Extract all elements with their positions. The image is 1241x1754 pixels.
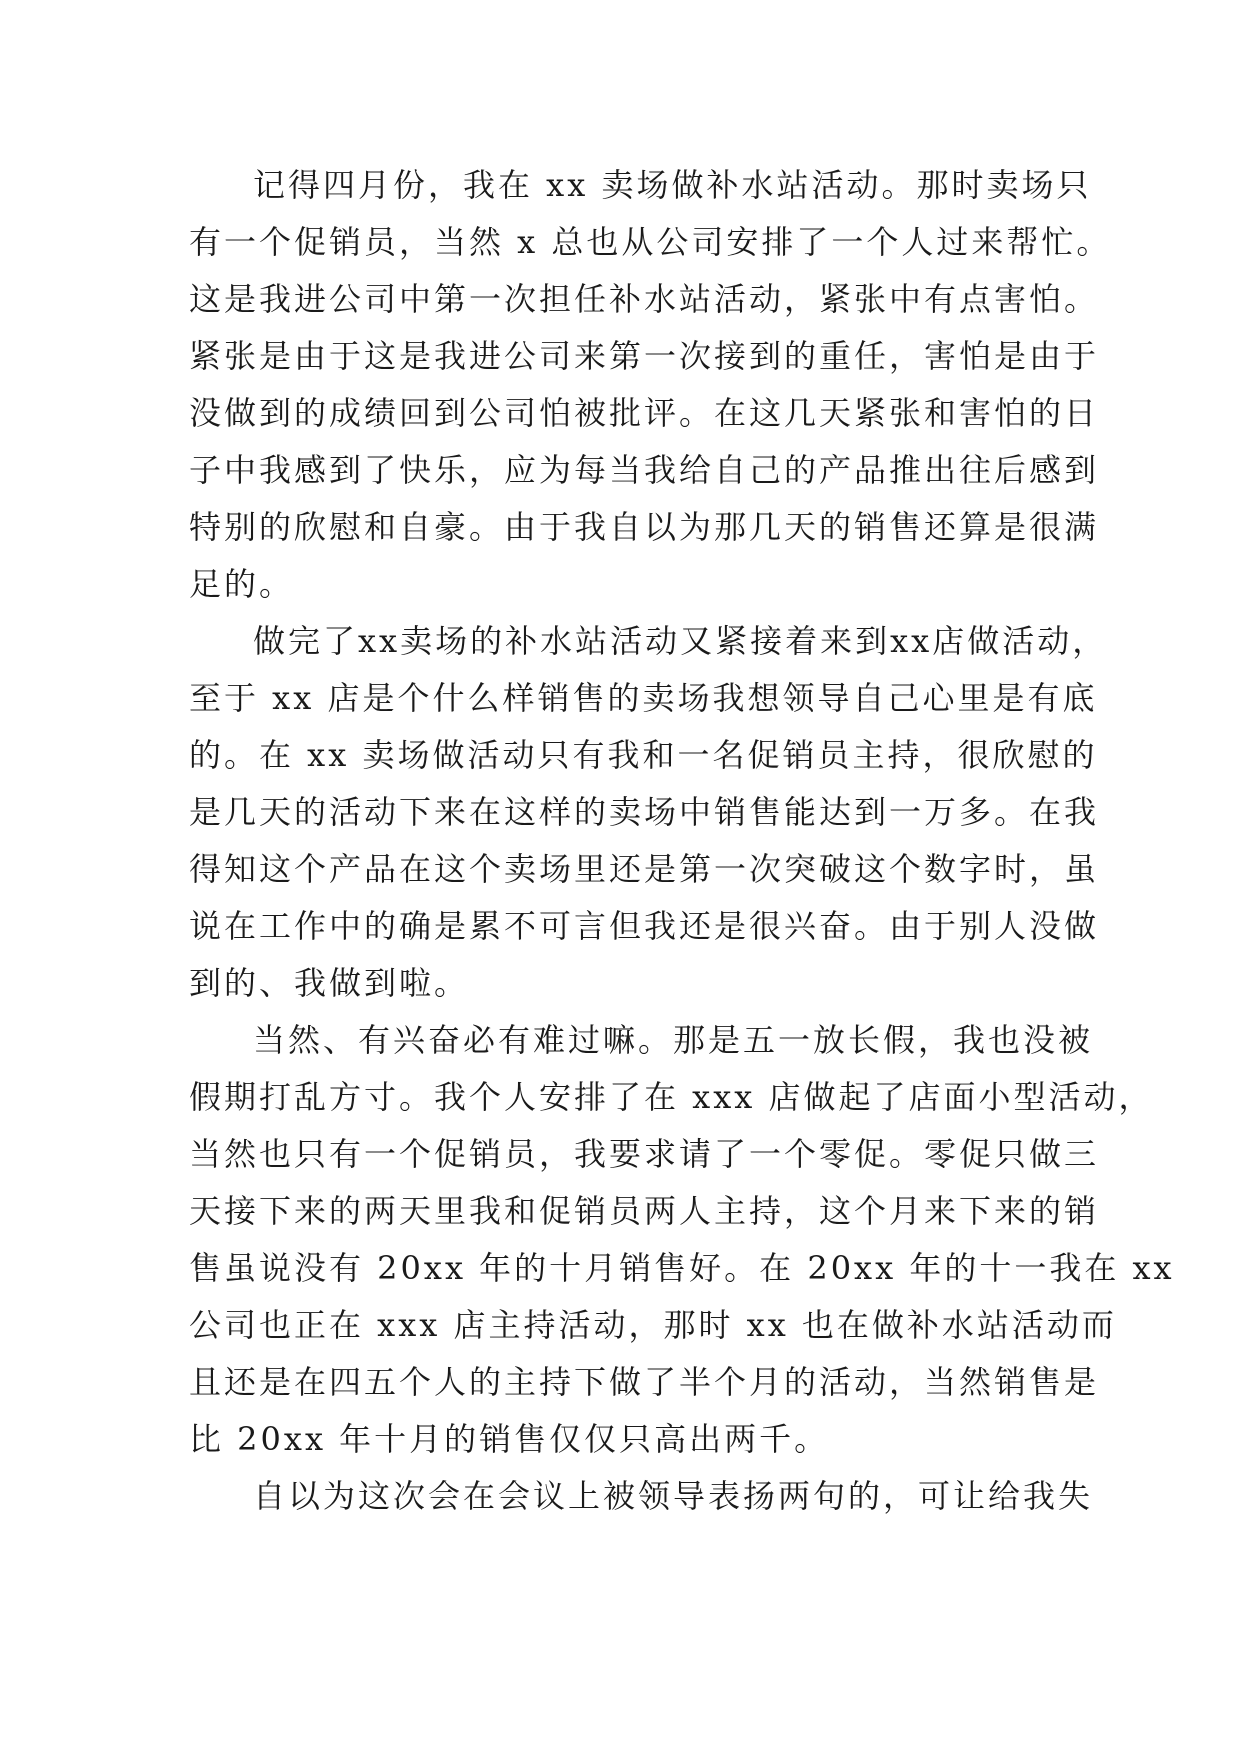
text-line: 到的、我做到啦。 (189, 964, 470, 1002)
body-text (189, 157, 1175, 1525)
text-line: 足的。 (189, 565, 295, 603)
text-line: 天接下来的两天里我和促销员两人主持，这个月来下来的销 (189, 1192, 1100, 1230)
text-line: 说在工作中的确是累不可言但我还是很兴奋。由于别人没做 (189, 907, 1100, 945)
text-line: 得知这个产品在这个卖场里还是第一次突破这个数字时，虽 (189, 850, 1100, 888)
text-line: 自以为这次会在会议上被领导表扬两句的，可让给我失 (253, 1477, 1094, 1515)
text-line: 特别的欣慰和自豪。由于我自以为那几天的销售还算是很满 (189, 508, 1100, 546)
text-line: 售虽说没有 20xx 年的十月销售好。在 20xx 年的十一我在 xx (189, 1249, 1175, 1287)
text-line: 记得四月份，我在 xx 卖场做补水站活动。那时卖场只 (253, 166, 1092, 204)
text-line: 紧张是由于这是我进公司来第一次接到的重任，害怕是由于 (189, 337, 1100, 375)
text-line: 公司也正在 xxx 店主持活动，那时 xx 也在做补水站活动而 (189, 1306, 1117, 1344)
text-line: 没做到的成绩回到公司怕被批评。在这几天紧张和害怕的日 (189, 394, 1100, 432)
text-line: 做完了xx卖场的补水站活动又紧接着来到xx店做活动， (253, 622, 1108, 660)
text-line: 且还是在四五个人的主持下做了半个月的活动，当然销售是 (189, 1363, 1100, 1401)
text-line: 有一个促销员，当然 x 总也从公司安排了一个人过来帮忙。 (189, 223, 1112, 261)
text-line: 当然、有兴奋必有难过嘛。那是五一放长假，我也没被 (253, 1021, 1094, 1059)
text-line: 是几天的活动下来在这样的卖场中销售能达到一万多。在我 (189, 793, 1100, 831)
text-line: 假期打乱方寸。我个人安排了在 xxx 店做起了店面小型活动， (189, 1078, 1154, 1116)
text-line: 这是我进公司中第一次担任补水站活动，紧张中有点害怕。 (189, 280, 1100, 318)
text-line: 子中我感到了快乐，应为每当我给自己的产品推出往后感到 (189, 451, 1100, 489)
text-line: 至于 xx 店是个什么样销售的卖场我想领导自己心里是有底 (189, 679, 1098, 717)
text-line: 比 20xx 年十月的销售仅仅只高出两千。 (189, 1420, 830, 1458)
text-line: 的。在 xx 卖场做活动只有我和一名促销员主持，很欣慰的 (189, 736, 1098, 774)
text-line: 当然也只有一个促销员，我要求请了一个零促。零促只做三 (189, 1135, 1100, 1173)
